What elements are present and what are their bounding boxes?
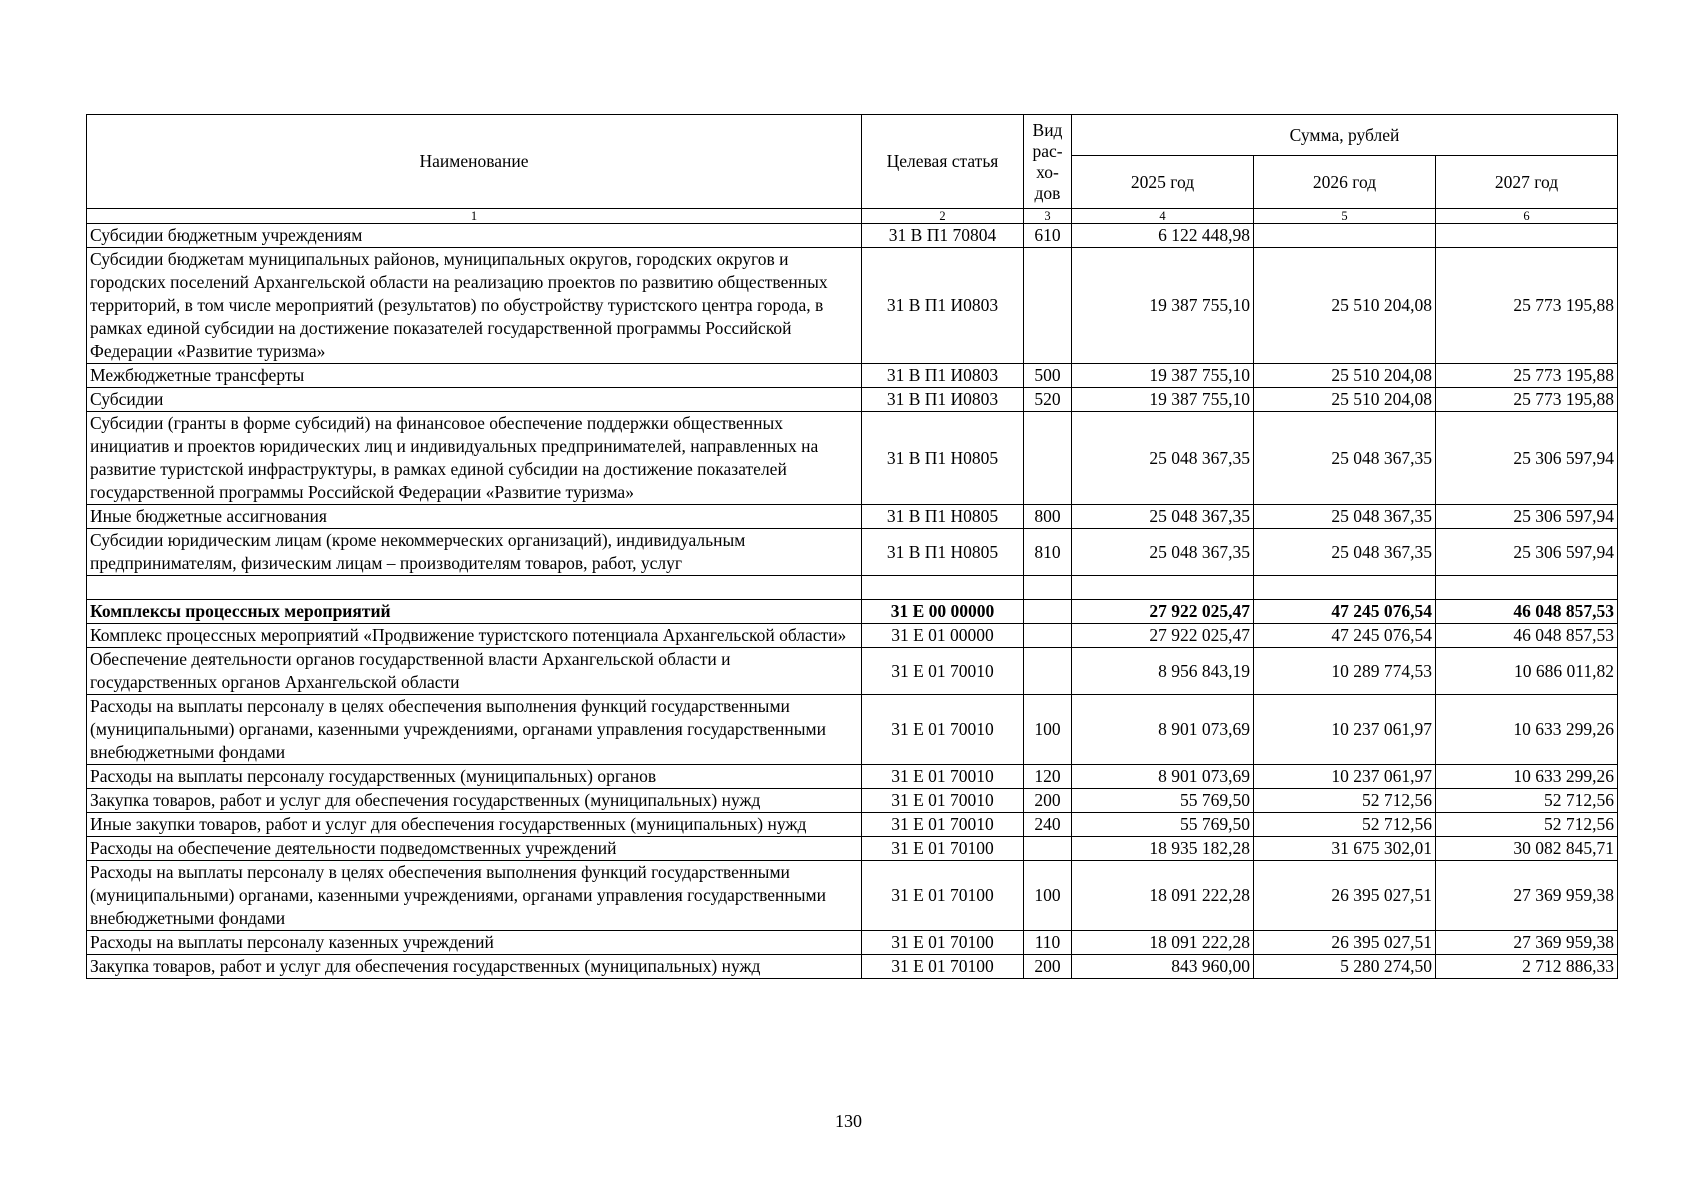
row-amount-2025: 6 122 448,98 <box>1072 224 1254 248</box>
row-name: Расходы на выплаты персоналу в целях обеспечения выполнения функций государственными (муниципальными) органами, казенными учреждениями, органами управления государственными внебюджетными фондами <box>87 861 862 931</box>
row-amount-2027: 27 369 959,38 <box>1436 861 1618 931</box>
row-expense-type <box>1024 624 1072 648</box>
row-target-article: 31 Е 01 70010 <box>862 765 1024 789</box>
column-number: 1 <box>87 209 862 224</box>
column-number: 4 <box>1072 209 1254 224</box>
table-row <box>87 837 1618 861</box>
table-row <box>87 224 1618 248</box>
row-amount-2025: 55 769,50 <box>1072 789 1254 813</box>
table-row <box>87 248 1618 364</box>
row-expense-type: 520 <box>1024 388 1072 412</box>
row-amount-2025: 8 901 073,69 <box>1072 695 1254 765</box>
row-target-article: 31 Е 00 00000 <box>862 600 1024 624</box>
column-number: 3 <box>1024 209 1072 224</box>
header-target-article: Целевая статья <box>862 115 1024 209</box>
row-expense-type: 110 <box>1024 931 1072 955</box>
row-name: Субсидии (гранты в форме субсидий) на финансовое обеспечение поддержки общественных инициатив и проектов юридических лиц и индивидуальных предпринимателей, направленных на развитие туристской инфраструктуры, в рамках единой субсидии на достижение показателей государственной программы Российской Федерации «Развитие туризма» <box>87 412 862 505</box>
row-name: Субсидии бюджетам муниципальных районов, муниципальных округов, городских округов и городских поселений Архангельской области на реализацию проектов по развитию общественных территорий, в том числе мероприятий (результатов) по обустройству туристского центра города, в рамках единой субсидии на достижение показателей государственной программы Российской Федерации «Развитие туризма» <box>87 248 862 364</box>
row-target-article: 31 В П1 Н0805 <box>862 529 1024 576</box>
row-target-article: 31 Е 01 70100 <box>862 955 1024 979</box>
row-amount-2025: 8 901 073,69 <box>1072 765 1254 789</box>
table-body <box>87 224 1618 979</box>
row-target-article: 31 В П1 70804 <box>862 224 1024 248</box>
row-amount-2026: 52 712,56 <box>1254 813 1436 837</box>
row-amount-2025: 27 922 025,47 <box>1072 600 1254 624</box>
table-row <box>87 412 1618 505</box>
table-row <box>87 505 1618 529</box>
row-name: Расходы на выплаты персоналу государственных (муниципальных) органов <box>87 765 862 789</box>
row-expense-type: 800 <box>1024 505 1072 529</box>
row-target-article: 31 Е 01 00000 <box>862 624 1024 648</box>
table-row <box>87 624 1618 648</box>
row-amount-2027: 10 633 299,26 <box>1436 765 1618 789</box>
row-name: Обеспечение деятельности органов государственной власти Архангельской области и государственных органов Архангельской области <box>87 648 862 695</box>
table-row <box>87 695 1618 765</box>
row-name: Расходы на обеспечение деятельности подведомственных учреждений <box>87 837 862 861</box>
row-name: Расходы на выплаты персоналу в целях обеспечения выполнения функций государственными (муниципальными) органами, казенными учреждениями, органами управления государственными внебюджетными фондами <box>87 695 862 765</box>
row-amount-2027 <box>1436 224 1618 248</box>
row-target-article: 31 Е 01 70010 <box>862 813 1024 837</box>
row-amount-2026 <box>1254 576 1436 600</box>
row-amount-2026: 25 510 204,08 <box>1254 248 1436 364</box>
header-year-2026: 2026 год <box>1254 156 1436 209</box>
row-amount-2025: 18 091 222,28 <box>1072 861 1254 931</box>
table-row <box>87 813 1618 837</box>
row-amount-2025: 19 387 755,10 <box>1072 364 1254 388</box>
table-row <box>87 931 1618 955</box>
row-expense-type: 100 <box>1024 861 1072 931</box>
column-number: 2 <box>862 209 1024 224</box>
row-target-article: 31 В П1 И0803 <box>862 364 1024 388</box>
table-row <box>87 955 1618 979</box>
row-amount-2026: 47 245 076,54 <box>1254 600 1436 624</box>
row-target-article: 31 В П1 И0803 <box>862 248 1024 364</box>
table-row <box>87 364 1618 388</box>
row-expense-type <box>1024 576 1072 600</box>
row-amount-2026: 25 510 204,08 <box>1254 364 1436 388</box>
row-amount-2027: 52 712,56 <box>1436 789 1618 813</box>
row-amount-2025: 25 048 367,35 <box>1072 412 1254 505</box>
row-amount-2027 <box>1436 576 1618 600</box>
table-row <box>87 600 1618 624</box>
row-expense-type <box>1024 837 1072 861</box>
table-header <box>87 115 1618 224</box>
row-amount-2025: 18 091 222,28 <box>1072 931 1254 955</box>
row-expense-type: 120 <box>1024 765 1072 789</box>
row-amount-2027: 46 048 857,53 <box>1436 600 1618 624</box>
row-amount-2026: 47 245 076,54 <box>1254 624 1436 648</box>
row-target-article: 31 В П1 И0803 <box>862 388 1024 412</box>
row-amount-2027: 2 712 886,33 <box>1436 955 1618 979</box>
row-amount-2026: 25 048 367,35 <box>1254 529 1436 576</box>
row-name <box>87 576 862 600</box>
row-target-article: 31 Е 01 70100 <box>862 931 1024 955</box>
row-amount-2027: 46 048 857,53 <box>1436 624 1618 648</box>
row-expense-type: 500 <box>1024 364 1072 388</box>
row-expense-type <box>1024 600 1072 624</box>
row-amount-2026 <box>1254 224 1436 248</box>
row-amount-2025: 55 769,50 <box>1072 813 1254 837</box>
table-row <box>87 789 1618 813</box>
row-amount-2027: 30 082 845,71 <box>1436 837 1618 861</box>
row-name: Межбюджетные трансферты <box>87 364 862 388</box>
row-amount-2026: 52 712,56 <box>1254 789 1436 813</box>
column-number: 6 <box>1436 209 1618 224</box>
row-target-article: 31 Е 01 70010 <box>862 648 1024 695</box>
page-number: 130 <box>835 1111 862 1131</box>
row-amount-2026: 10 237 061,97 <box>1254 765 1436 789</box>
budget-table <box>86 114 1618 979</box>
row-target-article: 31 Е 01 70010 <box>862 695 1024 765</box>
row-amount-2026: 5 280 274,50 <box>1254 955 1436 979</box>
row-name: Иные бюджетные ассигнования <box>87 505 862 529</box>
row-amount-2026: 25 048 367,35 <box>1254 505 1436 529</box>
row-amount-2027: 25 306 597,94 <box>1436 505 1618 529</box>
row-name: Иные закупки товаров, работ и услуг для обеспечения государственных (муниципальных) нужд <box>87 813 862 837</box>
header-year-2027: 2027 год <box>1436 156 1618 209</box>
table-row <box>87 388 1618 412</box>
row-amount-2027: 25 306 597,94 <box>1436 529 1618 576</box>
row-target-article: 31 Е 01 70100 <box>862 861 1024 931</box>
table-row <box>87 765 1618 789</box>
column-number-row <box>87 209 1618 224</box>
row-amount-2025: 25 048 367,35 <box>1072 505 1254 529</box>
row-expense-type: 610 <box>1024 224 1072 248</box>
row-expense-type: 810 <box>1024 529 1072 576</box>
row-amount-2027: 10 633 299,26 <box>1436 695 1618 765</box>
row-name: Комплексы процессных мероприятий <box>87 600 862 624</box>
row-amount-2025: 19 387 755,10 <box>1072 388 1254 412</box>
row-amount-2027: 25 306 597,94 <box>1436 412 1618 505</box>
row-amount-2026: 26 395 027,51 <box>1254 861 1436 931</box>
row-name: Закупка товаров, работ и услуг для обеспечения государственных (муниципальных) нужд <box>87 789 862 813</box>
row-target-article <box>862 576 1024 600</box>
row-amount-2025: 27 922 025,47 <box>1072 624 1254 648</box>
row-name: Субсидии бюджетным учреждениям <box>87 224 862 248</box>
row-target-article: 31 Е 01 70100 <box>862 837 1024 861</box>
row-expense-type: 240 <box>1024 813 1072 837</box>
row-target-article: 31 В П1 Н0805 <box>862 505 1024 529</box>
row-expense-type <box>1024 412 1072 505</box>
row-amount-2026: 25 510 204,08 <box>1254 388 1436 412</box>
row-target-article: 31 Е 01 70010 <box>862 789 1024 813</box>
row-amount-2026: 10 237 061,97 <box>1254 695 1436 765</box>
row-name: Комплекс процессных мероприятий «Продвижение туристского потенциала Архангельской области» <box>87 624 862 648</box>
row-name: Субсидии юридическим лицам (кроме некоммерческих организаций), индивидуальным предпринимателям, физическим лицам – производителям товаров, работ, услуг <box>87 529 862 576</box>
row-amount-2027: 52 712,56 <box>1436 813 1618 837</box>
row-amount-2027: 10 686 011,82 <box>1436 648 1618 695</box>
row-amount-2025: 843 960,00 <box>1072 955 1254 979</box>
row-amount-2027: 25 773 195,88 <box>1436 248 1618 364</box>
row-name: Субсидии <box>87 388 862 412</box>
row-amount-2027: 25 773 195,88 <box>1436 364 1618 388</box>
row-expense-type: 200 <box>1024 789 1072 813</box>
table-row <box>87 648 1618 695</box>
row-amount-2026: 25 048 367,35 <box>1254 412 1436 505</box>
row-amount-2026: 26 395 027,51 <box>1254 931 1436 955</box>
header-sum: Сумма, рублей <box>1072 115 1618 156</box>
row-amount-2026: 31 675 302,01 <box>1254 837 1436 861</box>
table-row <box>87 576 1618 600</box>
header-name: Наименование <box>87 115 862 209</box>
row-name: Расходы на выплаты персоналу казенных учреждений <box>87 931 862 955</box>
row-amount-2025: 19 387 755,10 <box>1072 248 1254 364</box>
row-amount-2025: 25 048 367,35 <box>1072 529 1254 576</box>
row-amount-2026: 10 289 774,53 <box>1254 648 1436 695</box>
row-expense-type <box>1024 648 1072 695</box>
row-name: Закупка товаров, работ и услуг для обеспечения государственных (муниципальных) нужд <box>87 955 862 979</box>
row-amount-2025 <box>1072 576 1254 600</box>
header-year-2025: 2025 год <box>1072 156 1254 209</box>
column-number: 5 <box>1254 209 1436 224</box>
table-row <box>87 861 1618 931</box>
row-expense-type: 200 <box>1024 955 1072 979</box>
row-amount-2027: 25 773 195,88 <box>1436 388 1618 412</box>
row-expense-type <box>1024 248 1072 364</box>
row-amount-2025: 18 935 182,28 <box>1072 837 1254 861</box>
row-target-article: 31 В П1 Н0805 <box>862 412 1024 505</box>
row-amount-2025: 8 956 843,19 <box>1072 648 1254 695</box>
header-expense-type: Вид рас-хо-дов <box>1024 115 1072 209</box>
row-amount-2027: 27 369 959,38 <box>1436 931 1618 955</box>
row-expense-type: 100 <box>1024 695 1072 765</box>
table-row <box>87 529 1618 576</box>
